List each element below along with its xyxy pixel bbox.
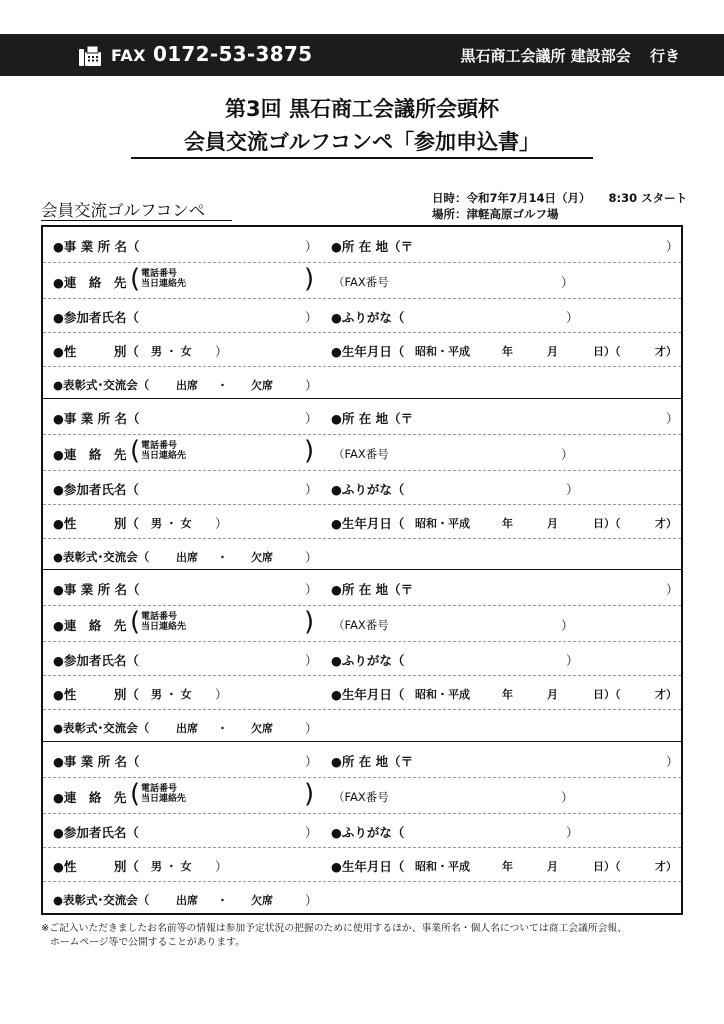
participant-name-label: ●参加者氏名（ — [53, 653, 139, 668]
address-label: ●所 在 地（〒 — [331, 582, 414, 597]
title-underline — [131, 157, 593, 159]
attend-option: 出席 — [176, 379, 198, 392]
close-paren: ） — [305, 410, 318, 426]
gender-birthdate-row — [43, 504, 681, 539]
phone-hint: 電話番号 当日連絡先 — [141, 269, 187, 289]
era-options: 昭和・平成 — [415, 516, 470, 530]
year-unit: 年 — [502, 859, 513, 873]
close-paren: ） — [666, 582, 679, 597]
close-paren: ） — [566, 481, 579, 497]
gender-options: 男 ・ 女 — [151, 688, 192, 701]
close-paren: ） — [305, 239, 318, 254]
close-paren: ） — [305, 892, 318, 908]
furigana-label: ●ふりがな（ — [331, 310, 405, 325]
gender-birthdate-row — [43, 847, 681, 882]
furigana-label: ●ふりがな（ — [331, 653, 405, 668]
section-label: 会員交流ゴルフコンペ — [41, 201, 206, 220]
close-paren: ） — [215, 344, 228, 359]
fax-label: FAX — [111, 46, 146, 65]
absent-option: 欠席 — [251, 550, 273, 564]
company-address-row — [43, 399, 681, 435]
footnote — [41, 922, 627, 950]
fax-number-field-label: （FAX番号 — [333, 275, 389, 289]
recipient-name: 黒石商工会議所 建設部会 — [460, 47, 631, 65]
gender-label: ●性 別（ — [53, 344, 139, 359]
event-date: 日時：令和7年7月14日（月） — [432, 191, 591, 205]
close-paren: ） — [305, 753, 318, 769]
entry-separator — [43, 569, 681, 570]
ceremony-row — [43, 881, 681, 914]
fax-machine-icon — [78, 44, 102, 68]
participant-name-label: ●参加者氏名（ — [53, 481, 139, 497]
destination-suffix: 行き — [649, 47, 680, 65]
option-separator: ・ — [217, 893, 228, 907]
option-separator: ・ — [217, 379, 228, 392]
gender-birthdate-row — [43, 675, 681, 710]
company-address-row — [43, 227, 681, 263]
gender-label: ●性 別（ — [53, 687, 139, 702]
close-paren: ） — [305, 481, 318, 497]
gender-label: ●性 別（ — [53, 515, 139, 531]
participant-entry — [43, 570, 681, 742]
month-unit: 月 — [547, 516, 558, 530]
birthdate-label: ●生年月日（ — [331, 344, 405, 359]
event-venue: 場所：津軽高原ゴルフ場 — [432, 207, 559, 221]
close-paren: ） — [566, 310, 579, 325]
event-start-time: 8:30 スタート — [608, 191, 688, 205]
birthdate-label: ●生年月日（ — [331, 515, 405, 531]
close-paren: ） — [215, 687, 228, 702]
participant-name-row — [43, 298, 681, 333]
absent-option: 欠席 — [251, 722, 273, 735]
fax-number-field-label: （FAX番号 — [333, 789, 389, 804]
year-unit: 年 — [502, 516, 513, 530]
company-address-row — [43, 742, 681, 778]
page-title-line1: 第3回 黒石商工会議所会頭杯 — [225, 97, 499, 121]
address-label: ●所 在 地（〒 — [331, 753, 414, 769]
contact-row: ●連 絡 先 ( 電話番号 当日連絡先 ) （FAX番号 ） — [43, 262, 681, 299]
phone-hint: 電話番号 当日連絡先 — [141, 612, 187, 632]
furigana-label: ●ふりがな（ — [331, 481, 405, 497]
close-paren: ） — [215, 858, 228, 874]
close-paren: ） — [666, 410, 679, 426]
address-label: ●所 在 地（〒 — [331, 239, 414, 254]
ceremony-row — [43, 366, 681, 399]
day-unit: 日）（ — [593, 688, 621, 701]
fax-header-bar — [0, 34, 724, 76]
company-name-label: ●事 業 所 名（ — [53, 582, 140, 597]
ceremony-label: ●表彰式･交流会（ — [53, 721, 150, 735]
birthdate-label: ●生年月日（ — [331, 687, 405, 702]
page-title-line2: 会員交流ゴルフコンペ「参加申込書」 — [184, 130, 540, 154]
close-paren: ） — [561, 618, 574, 633]
phone-hint: 電話番号 当日連絡先 — [141, 783, 187, 804]
option-separator: ・ — [217, 722, 228, 735]
contact-label: ●連 絡 先 — [53, 446, 127, 462]
close-paren: ） — [666, 239, 679, 254]
ceremony-row — [43, 709, 681, 742]
contact-row: ●連 絡 先 ( 電話番号 当日連絡先 ) （FAX番号 ） — [43, 434, 681, 471]
contact-row: ●連 絡 先 ( 電話番号 当日連絡先 ) （FAX番号 ） — [43, 777, 681, 814]
gender-options: 男 ・ 女 — [151, 859, 192, 873]
close-paren: ） — [305, 310, 318, 325]
era-options: 昭和・平成 — [415, 688, 470, 701]
close-paren: ） — [666, 753, 679, 769]
entry-separator — [43, 741, 681, 742]
participant-name-row — [43, 470, 681, 505]
close-paren: ） — [305, 721, 318, 736]
close-paren: ） — [561, 789, 574, 805]
participant-name-label: ●参加者氏名（ — [53, 310, 139, 325]
contact-label: ●連 絡 先 — [53, 789, 127, 805]
absent-option: 欠席 — [251, 379, 273, 392]
footnote-line1: ※ご記入いただきましたお名前等の情報は参加予定状況の把握のために使用するほか、事業所名・個人名については商工会議所会報、 — [41, 923, 628, 934]
attend-option: 出席 — [176, 722, 198, 735]
fax-number: 0172-53-3875 — [152, 42, 313, 66]
close-paren: ） — [215, 515, 228, 531]
company-name-label: ●事 業 所 名（ — [53, 753, 140, 769]
ceremony-label: ●表彰式･交流会（ — [53, 549, 150, 564]
ceremony-label: ●表彰式･交流会（ — [53, 378, 150, 392]
close-paren: ） — [305, 549, 318, 565]
company-name-label: ●事 業 所 名（ — [53, 410, 140, 426]
fax-recipient — [461, 45, 680, 66]
furigana-label: ●ふりがな（ — [331, 824, 405, 840]
close-paren: ） — [305, 582, 318, 597]
gender-birthdate-row — [43, 332, 681, 367]
participant-name-row — [43, 641, 681, 676]
ceremony-row — [43, 538, 681, 571]
contact-label: ●連 絡 先 — [53, 275, 127, 290]
month-unit: 月 — [547, 345, 558, 358]
day-unit: 日）（ — [593, 516, 621, 530]
day-unit: 日）（ — [593, 345, 621, 358]
gender-options: 男 ・ 女 — [151, 345, 192, 358]
participant-name-row — [43, 813, 681, 848]
contact-label: ●連 絡 先 — [53, 618, 127, 633]
participant-entry — [43, 742, 681, 914]
attend-option: 出席 — [176, 550, 198, 564]
close-paren: ） — [305, 653, 318, 668]
address-label: ●所 在 地（〒 — [331, 410, 414, 426]
year-unit: 年 — [502, 688, 513, 701]
year-unit: 年 — [502, 345, 513, 358]
age-unit: 才） — [655, 859, 677, 873]
day-unit: 日）（ — [593, 859, 621, 873]
event-info — [432, 190, 687, 222]
month-unit: 月 — [547, 688, 558, 701]
company-address-row — [43, 570, 681, 606]
ceremony-label: ●表彰式･交流会（ — [53, 892, 150, 907]
participant-entry — [43, 399, 681, 571]
contact-row: ●連 絡 先 ( 電話番号 当日連絡先 ) （FAX番号 ） — [43, 605, 681, 642]
fax-number-field-label: （FAX番号 — [333, 618, 389, 632]
absent-option: 欠席 — [251, 893, 273, 907]
age-unit: 才） — [655, 516, 677, 530]
participant-name-label: ●参加者氏名（ — [53, 824, 139, 840]
month-unit: 月 — [547, 859, 558, 873]
close-paren: ） — [566, 653, 579, 668]
company-name-label: ●事 業 所 名（ — [53, 239, 140, 254]
option-separator: ・ — [217, 550, 228, 564]
era-options: 昭和・平成 — [415, 859, 470, 873]
gender-label: ●性 別（ — [53, 858, 139, 874]
application-form — [41, 225, 683, 915]
gender-options: 男 ・ 女 — [151, 516, 192, 530]
entry-separator — [43, 398, 681, 399]
close-paren: ） — [561, 446, 574, 462]
attend-option: 出席 — [176, 893, 198, 907]
participant-entry — [43, 227, 681, 399]
era-options: 昭和・平成 — [415, 345, 470, 358]
close-paren: ） — [305, 824, 318, 840]
section-underline — [41, 220, 232, 221]
age-unit: 才） — [655, 688, 677, 701]
fax-number-field-label: （FAX番号 — [333, 446, 389, 461]
birthdate-label: ●生年月日（ — [331, 858, 405, 874]
close-paren: ） — [305, 378, 318, 393]
close-paren: ） — [561, 275, 574, 290]
footnote-line2: ホームページ等で公開することがあります。 — [50, 937, 245, 948]
age-unit: 才） — [655, 345, 677, 358]
close-paren: ） — [566, 824, 579, 840]
phone-hint: 電話番号 当日連絡先 — [141, 440, 187, 461]
